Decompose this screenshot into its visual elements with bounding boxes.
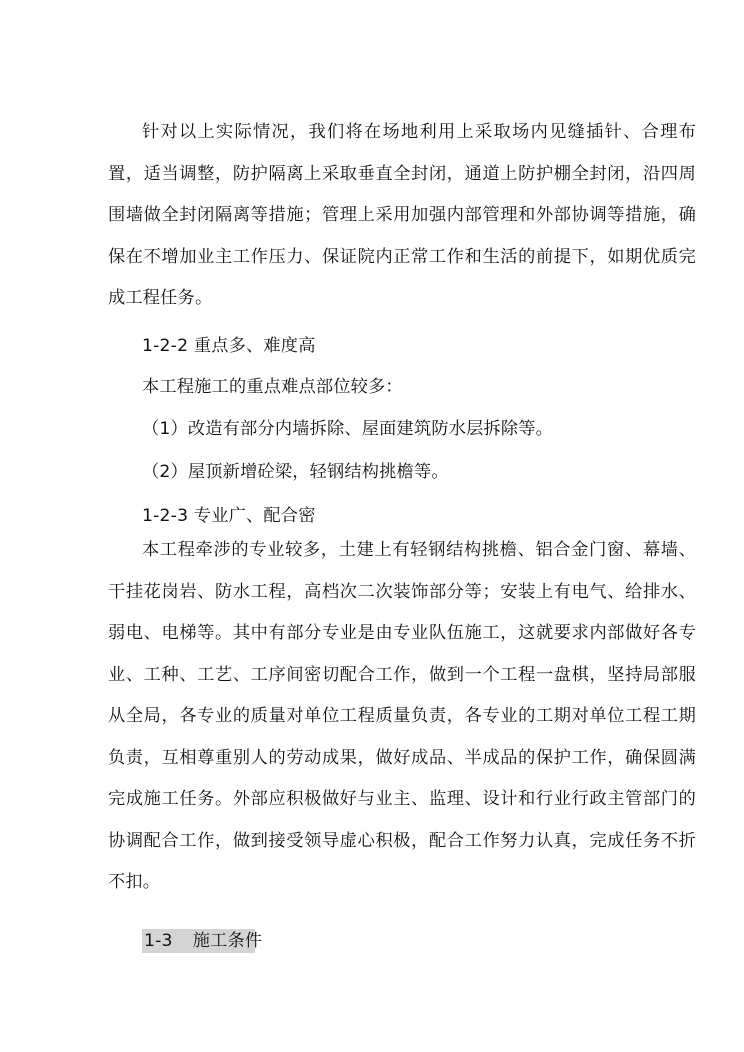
section-heading-1-3	[144, 929, 262, 953]
subheading-1-2-3: 1-2-3 专业广、配合密	[142, 506, 316, 526]
list-item-2: （2）屋顶新增砼梁，轻钢结构挑檐等。	[142, 462, 449, 482]
paragraph-key-points-intro: 本工程施工的重点难点部位较多：	[142, 377, 403, 397]
paragraph-site-measures: 针对以上实际情况，我们将在场地利用上采取场内见缝插针、合理布置，适当调整，防护隔离上采取垂直全封闭，通道上防护棚全封闭，沿四周围墙做全封闭隔离等措施；管理上采用加强内部管理和外部协调等措施，确保在不增加业主工作压力、保证院内正常工作和生活的前提下，如期优质完成工程任务。	[108, 122, 696, 308]
section-number: 1-3	[144, 931, 173, 951]
paragraph-specialties: 本工程牵涉的专业较多，土建上有轻钢结构挑檐、铝合金门窗、幕墙、干挂花岗岩、防水工程，高档次二次装饰部分等；安装上有电气、给排水、弱电、电梯等。其中有部分专业是由专业队伍施工，这就要求内部做好各专业、工种、工艺、工序间密切配合工作，做到一个工程一盘棋，坚持局部服从全局，各专业的质量对单位工程质量负责，各专业的工期对单位工程工期负责，互相尊重别人的劳动成果，做好成品、半成品的保护工作，确保圆满完成施工任务。外部应积极做好与业主、监理、设计和行业行政主管部门的协调配合工作，做到接受领导虚心积极，配合工作努力认真，完成任务不折不扣。	[108, 540, 696, 892]
subheading-1-2-2: 1-2-2 重点多、难度高	[142, 336, 316, 356]
section-title: 施工条件	[192, 931, 263, 951]
list-item-1: （1）改造有部分内墙拆除、屋面建筑防水层拆除等。	[142, 419, 554, 439]
